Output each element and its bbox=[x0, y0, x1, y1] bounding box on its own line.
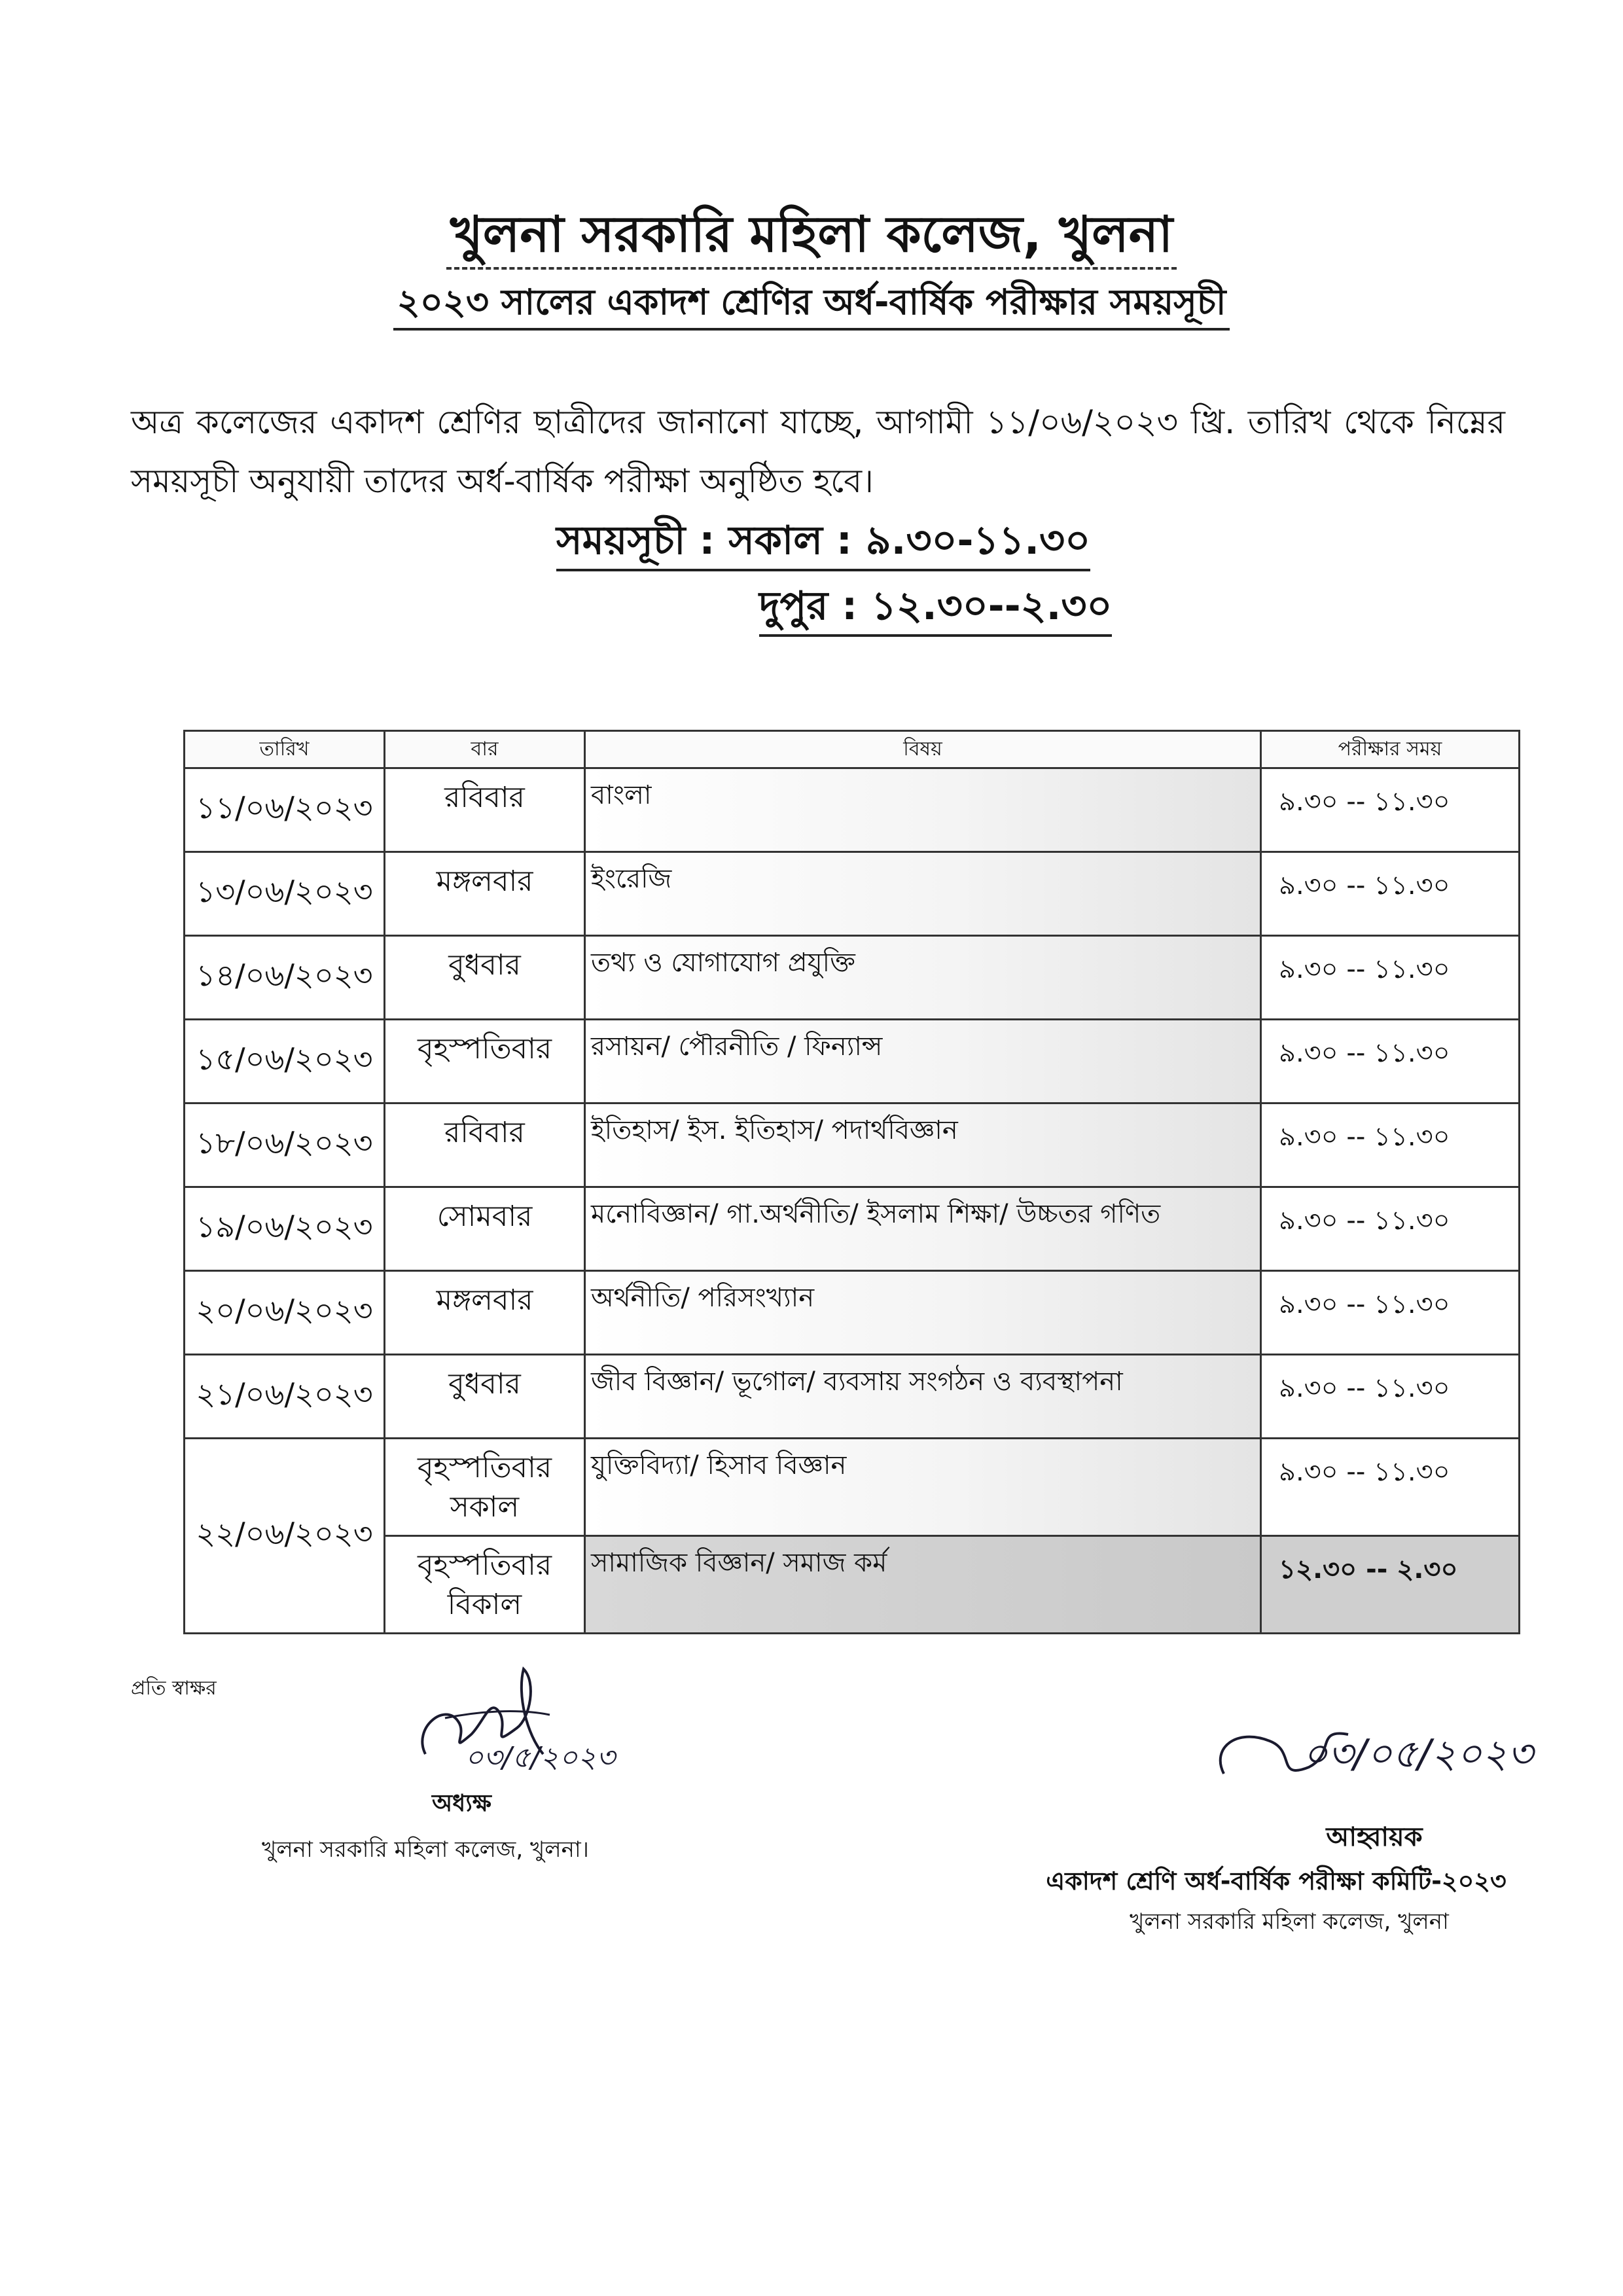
schedule-morning-text: সময়সূচী : সকাল : ৯.৩০-১১.৩০ bbox=[556, 518, 1090, 571]
schedule-morning bbox=[556, 511, 1090, 576]
cell-subject: ইতিহাস/ ইস. ইতিহাস/ পদার্থবিজ্ঞান bbox=[585, 1103, 1261, 1187]
header-subject: বিষয় bbox=[585, 731, 1261, 768]
committee-name: একাদশ শ্রেণি অর্ধ-বার্ষিক পরীক্ষা কমিটি-২০২৩ bbox=[1046, 1867, 1507, 1895]
cell-time: ৯.৩০ -- ১১.৩০ bbox=[1261, 1439, 1520, 1536]
principal-college: খুলনা সরকারি মহিলা কলেজ, খুলনা। bbox=[262, 1837, 589, 1863]
exam-routine-table bbox=[183, 730, 1520, 1634]
cell-time: ৯.৩০ -- ১১.৩০ bbox=[1261, 1103, 1520, 1187]
cell-subject: জীব বিজ্ঞান/ ভূগোল/ ব্যবসায় সংগঠন ও ব্যবস্থাপনা bbox=[585, 1355, 1261, 1439]
convener-title: আহ্বায়ক bbox=[1326, 1822, 1423, 1852]
cell-subject: অর্থনীতি/ পরিসংখ্যান bbox=[585, 1271, 1261, 1355]
cell-date: ১৩/০৬/২০২৩ bbox=[185, 852, 385, 936]
table-row bbox=[185, 1187, 1520, 1271]
cell-time: ৯.৩০ -- ১১.৩০ bbox=[1261, 852, 1520, 936]
header-time: পরীক্ষার সময় bbox=[1261, 731, 1520, 768]
cell-subject: সামাজিক বিজ্ঞান/ সমাজ কর্ম bbox=[585, 1536, 1261, 1634]
table-row bbox=[185, 1439, 1520, 1536]
cell-time: ১২.৩০ -- ২.৩০ bbox=[1261, 1536, 1520, 1634]
cell-date: ২০/০৬/২০২৩ bbox=[185, 1271, 385, 1355]
cell-date: ২১/০৬/২০২৩ bbox=[185, 1355, 385, 1439]
shift-name: বিকাল bbox=[447, 1588, 522, 1621]
table-row bbox=[185, 768, 1520, 852]
principal-title: অধ্যক্ষ bbox=[432, 1790, 491, 1817]
cell-date: ২২/০৬/২০২৩ bbox=[185, 1439, 385, 1634]
cell-time: ৯.৩০ -- ১১.৩০ bbox=[1261, 1187, 1520, 1271]
cell-time: ৯.৩০ -- ১১.৩০ bbox=[1261, 936, 1520, 1020]
table-row bbox=[185, 1271, 1520, 1355]
cell-subject: যুক্তিবিদ্যা/ হিসাব বিজ্ঞান bbox=[585, 1439, 1261, 1536]
cell-day: রবিবার bbox=[385, 768, 585, 852]
day-name: বৃহস্পতিবার bbox=[417, 1549, 552, 1582]
cell-date: ১৯/০৬/২০২৩ bbox=[185, 1187, 385, 1271]
schedule-afternoon bbox=[759, 576, 1112, 641]
cell-date: ১১/০৬/২০২৩ bbox=[185, 768, 385, 852]
table-row bbox=[185, 1020, 1520, 1103]
cell-time: ৯.৩০ -- ১১.৩০ bbox=[1261, 1271, 1520, 1355]
shift-name: সকাল bbox=[450, 1490, 520, 1524]
cell-day: বৃহস্পতিবার bbox=[385, 1020, 585, 1103]
table-header-row bbox=[185, 731, 1520, 768]
college-title bbox=[0, 196, 1623, 279]
cell-date: ১৮/০৬/২০২৩ bbox=[185, 1103, 385, 1187]
cell-day: বুধবার bbox=[385, 1355, 585, 1439]
cell-day: বুধবার bbox=[385, 936, 585, 1020]
cell-date: ১৪/০৬/২০২৩ bbox=[185, 936, 385, 1020]
notice-paragraph: অত্র কলেজের একাদশ শ্রেণির ছাত্রীদের জানানো যাচ্ছে, আগামী ১১/০৬/২০২৩ খ্রি. তারিখ থেকে নিম্নের সময়সূচী অনুযায়ী তাদের অর্ধ-বার্ষিক পরীক্ষা অনুষ্ঠিত হবে। bbox=[131, 403, 1505, 500]
document-subtitle bbox=[0, 275, 1623, 334]
convener-college: খুলনা সরকারি মহিলা কলেজ, খুলনা bbox=[1130, 1909, 1449, 1935]
convener-signature bbox=[1198, 1689, 1564, 1813]
table-row bbox=[185, 1536, 1520, 1634]
cell-subject: বাংলা bbox=[585, 768, 1261, 852]
cell-time: ৯.৩০ -- ১১.৩০ bbox=[1261, 1355, 1520, 1439]
cell-subject: মনোবিজ্ঞান/ গা.অর্থনীতি/ ইসলাম শিক্ষা/ উচ্চতর গণিত bbox=[585, 1187, 1261, 1271]
cell-date: ১৫/০৬/২০২৩ bbox=[185, 1020, 385, 1103]
schedule-afternoon-text: দুপুর : ১২.৩০--২.৩০ bbox=[759, 583, 1112, 637]
cell-day bbox=[385, 1439, 585, 1536]
table-row bbox=[185, 1355, 1520, 1439]
table-row bbox=[185, 852, 1520, 936]
cell-day: মঙ্গলবার bbox=[385, 852, 585, 936]
header-date: তারিখ bbox=[185, 731, 385, 768]
table-row bbox=[185, 936, 1520, 1020]
cell-subject: তথ্য ও যোগাযোগ প্রযুক্তি bbox=[585, 936, 1261, 1020]
cell-day bbox=[385, 1536, 585, 1634]
cell-time: ৯.৩০ -- ১১.৩০ bbox=[1261, 1020, 1520, 1103]
principal-signature bbox=[386, 1656, 687, 1787]
svg-text:০৩/৫/২০২৩: ০৩/৫/২০২৩ bbox=[465, 1741, 615, 1774]
day-name: বৃহস্পতিবার bbox=[417, 1451, 552, 1484]
college-name: খুলনা সরকারি মহিলা কলেজ, খুলনা bbox=[446, 205, 1177, 270]
table-row bbox=[185, 1103, 1520, 1187]
cell-day: মঙ্গলবার bbox=[385, 1271, 585, 1355]
cell-day: সোমবার bbox=[385, 1187, 585, 1271]
svg-text:০৩/০৫/২০২৩: ০৩/০৫/২০২৩ bbox=[1302, 1731, 1533, 1777]
countersign-label: প্রতি স্বাক্ষর bbox=[131, 1677, 217, 1700]
cell-time: ৯.৩০ -- ১১.৩০ bbox=[1261, 768, 1520, 852]
cell-subject: রসায়ন/ পৌরনীতি / ফিন্যান্স bbox=[585, 1020, 1261, 1103]
cell-subject: ইংরেজি bbox=[585, 852, 1261, 936]
subtitle-text: ২০২৩ সালের একাদশ শ্রেণির অর্ধ-বার্ষিক পরীক্ষার সময়সূচী bbox=[393, 281, 1230, 331]
header-day: বার bbox=[385, 731, 585, 768]
cell-day: রবিবার bbox=[385, 1103, 585, 1187]
